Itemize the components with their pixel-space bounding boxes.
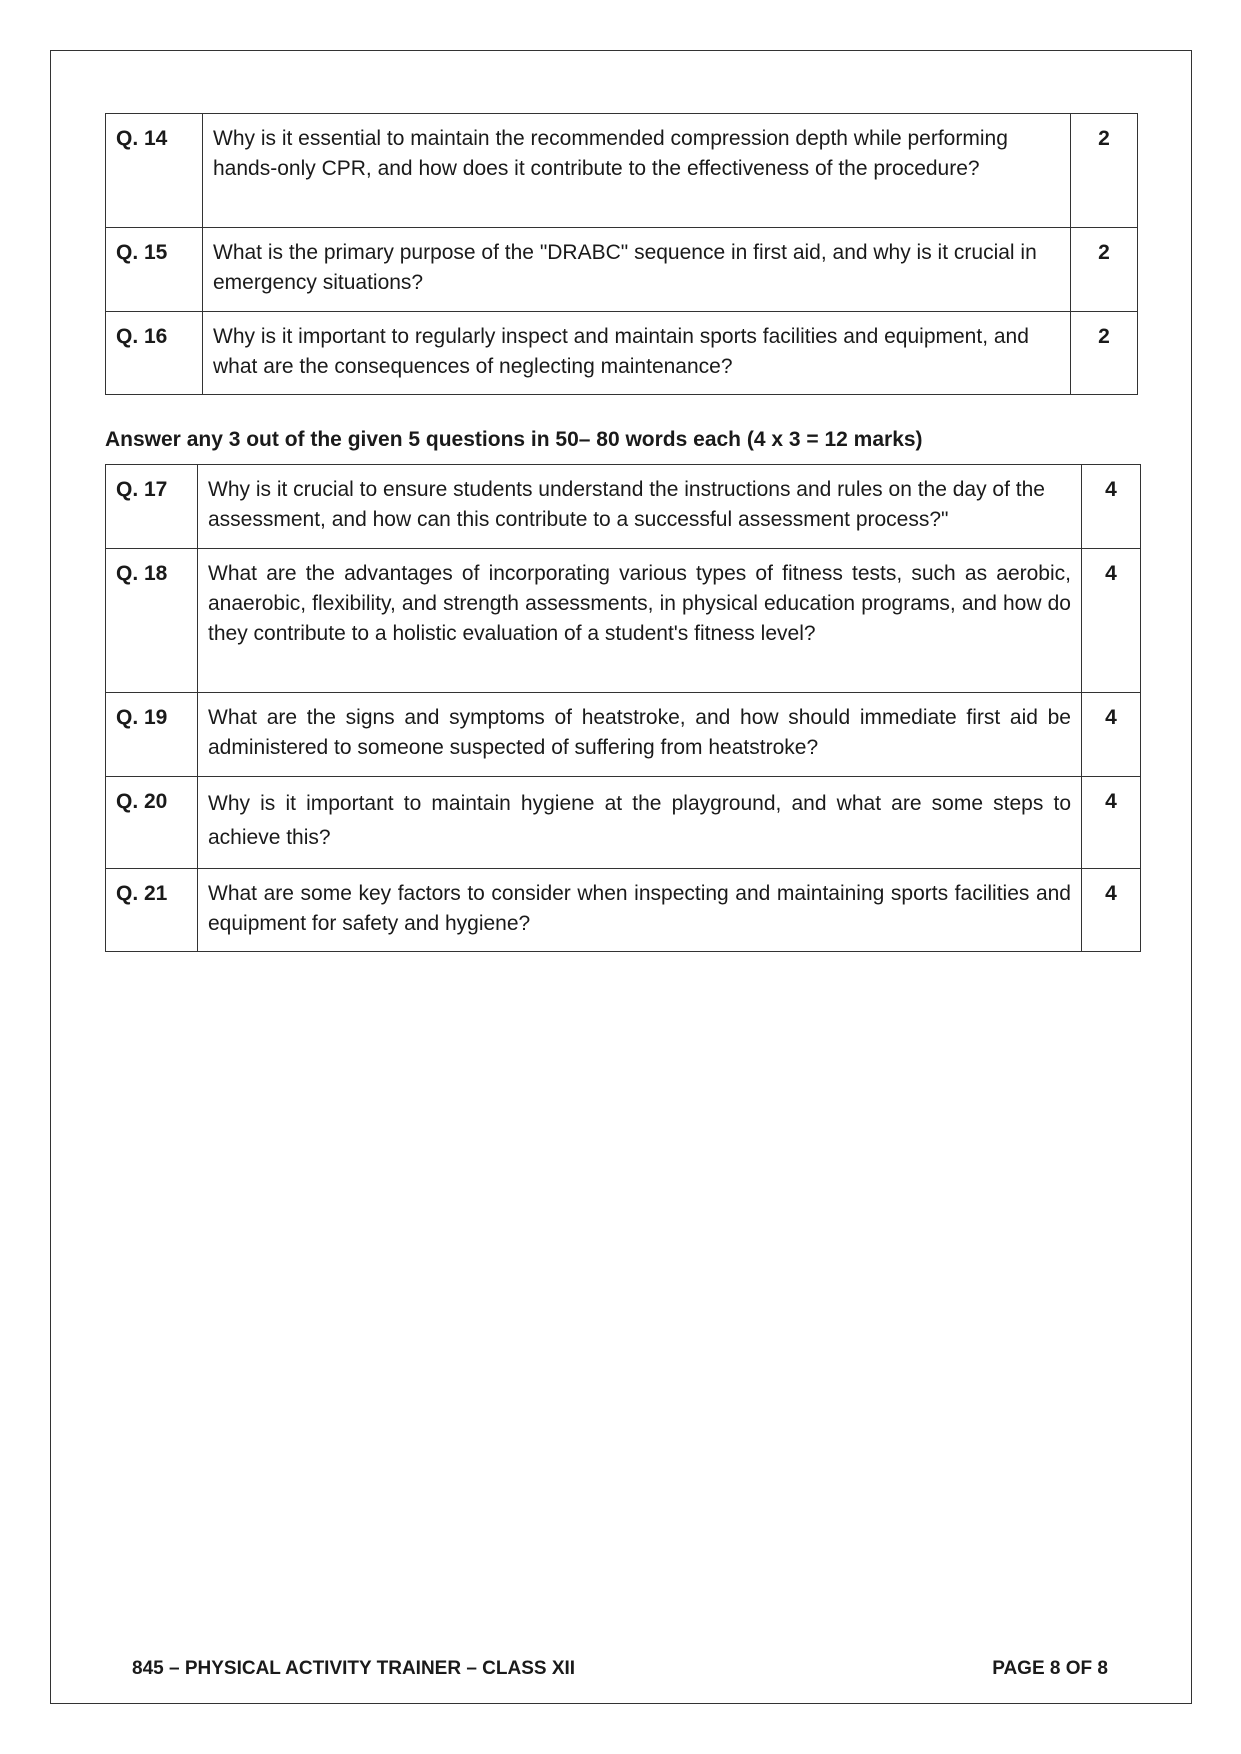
section-heading: Answer any 3 out of the given 5 questions in 50– 80 words each (4 x 3 = 12 marks)	[105, 428, 923, 451]
question-marks: 4	[1082, 465, 1141, 549]
question-marks: 2	[1071, 114, 1138, 228]
footer-page-number: PAGE 8 OF 8	[992, 1658, 1108, 1679]
table-row	[106, 228, 1138, 312]
question-number: Q. 16	[106, 312, 203, 395]
table-row	[106, 114, 1138, 228]
question-marks: 4	[1082, 693, 1141, 777]
question-marks: 4	[1082, 777, 1141, 869]
question-text: Why is it important to regularly inspect and maintain sports facilities and equipment, and what are the consequences of neglecting maintenance?	[203, 312, 1071, 395]
question-number: Q. 19	[106, 693, 198, 777]
question-marks: 4	[1082, 549, 1141, 693]
question-number: Q. 20	[106, 777, 198, 869]
question-text: What are the advantages of incorporating various types of fitness tests, such as aerobic, anaerobic, flexibility, and strength assessments, in physical education programs, and how do they contribute to a holistic evaluation of a student's fitness level?	[198, 549, 1082, 693]
footer-course-title: 845 – PHYSICAL ACTIVITY TRAINER – CLASS XII	[132, 1658, 576, 1679]
question-table-short	[105, 113, 1138, 395]
question-number: Q. 14	[106, 114, 203, 228]
question-number: Q. 17	[106, 465, 198, 549]
question-number: Q. 21	[106, 869, 198, 952]
question-text: Why is it essential to maintain the recommended compression depth while performing hands-only CPR, and how does it contribute to the effectiveness of the procedure?	[203, 114, 1071, 228]
question-marks: 4	[1082, 869, 1141, 952]
question-marks: 2	[1071, 228, 1138, 312]
question-text: What are some key factors to consider when inspecting and maintaining sports facilities and equipment for safety and hygiene?	[198, 869, 1082, 952]
question-text: What are the signs and symptoms of heatstroke, and how should immediate first aid be administered to someone suspected of suffering from heatstroke?	[198, 693, 1082, 777]
table-row	[106, 549, 1141, 693]
table-row	[106, 693, 1141, 777]
question-table-long	[105, 464, 1141, 952]
question-text: Why is it crucial to ensure students understand the instructions and rules on the day of the assessment, and how can this contribute to a successful assessment process?"	[198, 465, 1082, 549]
table-row	[106, 777, 1141, 869]
question-text: What is the primary purpose of the "DRABC" sequence in first aid, and why is it crucial in emergency situations?	[203, 228, 1071, 312]
table-row	[106, 312, 1138, 395]
question-number: Q. 15	[106, 228, 203, 312]
question-text: Why is it important to maintain hygiene at the playground, and what are some steps to achieve this?	[198, 777, 1082, 869]
table-row	[106, 465, 1141, 549]
question-number: Q. 18	[106, 549, 198, 693]
table-row	[106, 869, 1141, 952]
question-marks: 2	[1071, 312, 1138, 395]
